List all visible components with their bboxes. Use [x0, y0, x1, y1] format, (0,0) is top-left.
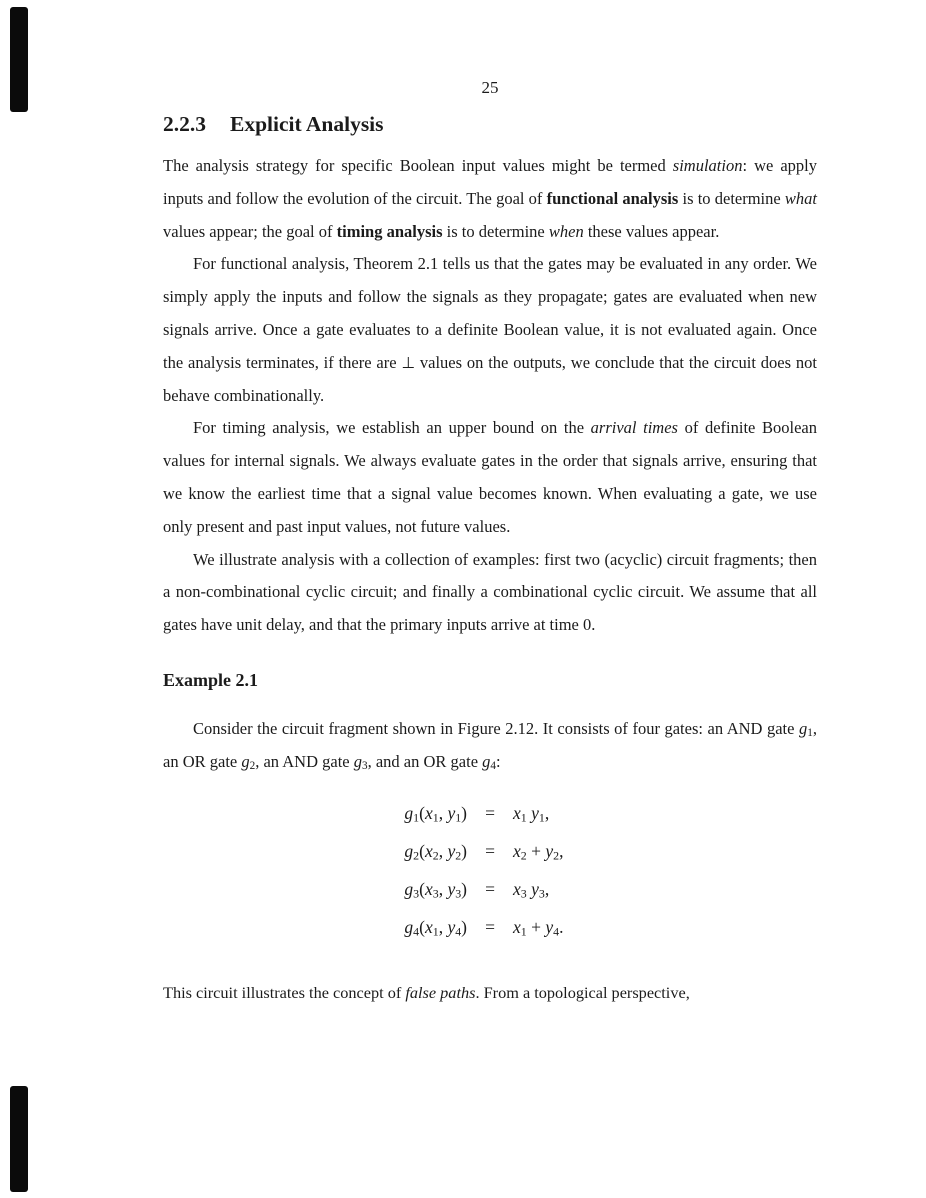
equation-relation: =: [485, 916, 495, 937]
equation-row: [345, 803, 635, 841]
equation-lhs: $g_4(x_1$, $y_4$): [404, 916, 467, 938]
equation-row: [345, 917, 635, 955]
body-text: [163, 150, 817, 642]
equation-lhs: $g_3(x_3$, $y_3$): [404, 878, 467, 900]
equation-row: [345, 841, 635, 879]
equation-rhs: $x_3$ $y_3$,: [513, 878, 550, 900]
equation-lhs: $g_1(x_1$, $y_1$): [404, 802, 467, 824]
body-paragraph-1: The analysis strategy for specific Boolean input values might be termed simulation: we apply inputs and follow the evolution of the circuit. The goal of functional analysis is to determine what values appear; the goal of timing analysis is to determine when these values appear.: [163, 156, 818, 241]
body-paragraph-3: For timing analysis, we establish an upper bound on the arrival times of definite Boolean values for internal signals. We always evaluate gates in the order that signals arrive, ensuring that we know the earliest time that a signal value becomes known. When evaluating a gate, we use only present and past input values, not future values.: [163, 418, 817, 536]
equation-relation: =: [485, 802, 495, 823]
section-number: 2.2.3: [163, 112, 206, 136]
text-column: [163, 0, 817, 1009]
section-title: Explicit Analysis: [230, 112, 384, 136]
body-paragraph-4: We illustrate analysis with a collection of examples: first two (acyclic) circuit fragments; then a non-combinational cyclic circuit; and finally a combinational cyclic circuit. We assume that all gates have unit delay, and that the primary inputs arrive at time 0.: [163, 549, 817, 635]
section-heading: [163, 111, 817, 137]
page-number: 25: [481, 78, 499, 97]
scan-artifact-top: [10, 7, 28, 112]
equation-rhs: $x_1$ $y_1$,: [513, 802, 550, 824]
body-paragraph-2: For functional analysis, Theorem 2.1 tells us that the gates may be evaluated in any order. We simply apply the inputs and follow the signals as they propagate; gates are evaluated when new signals arrive. Once a gate evaluates to a definite Boolean value, it is not evaluated again. Once the analysis terminates, if there are ⊥ values on the outputs, we conclude that the circuit does not behave combinationally.: [163, 254, 817, 405]
example-intro-paragraph: Consider the circuit fragment shown in Figure 2.12. It consists of four gates: an AND gate $g_1$, an OR gate $g_2$, an AND gate $g_3$, and an OR gate $g_4$:: [163, 718, 817, 772]
equation-relation: =: [485, 840, 495, 861]
equation-block: [163, 803, 817, 955]
equation-rhs: $x_2 + y_2$,: [513, 840, 564, 862]
equation-rhs: $x_1 + y_4$.: [513, 916, 564, 938]
scan-artifact-bottom: [10, 1086, 28, 1192]
example-heading: Example 2.1: [163, 669, 259, 690]
closing-paragraph: This circuit illustrates the concept of false paths. From a topological perspective,: [163, 982, 690, 1002]
equation-relation: =: [485, 878, 495, 899]
equation-row: [345, 879, 635, 917]
equation-lhs: $g_2(x_2$, $y_2$): [404, 840, 467, 862]
